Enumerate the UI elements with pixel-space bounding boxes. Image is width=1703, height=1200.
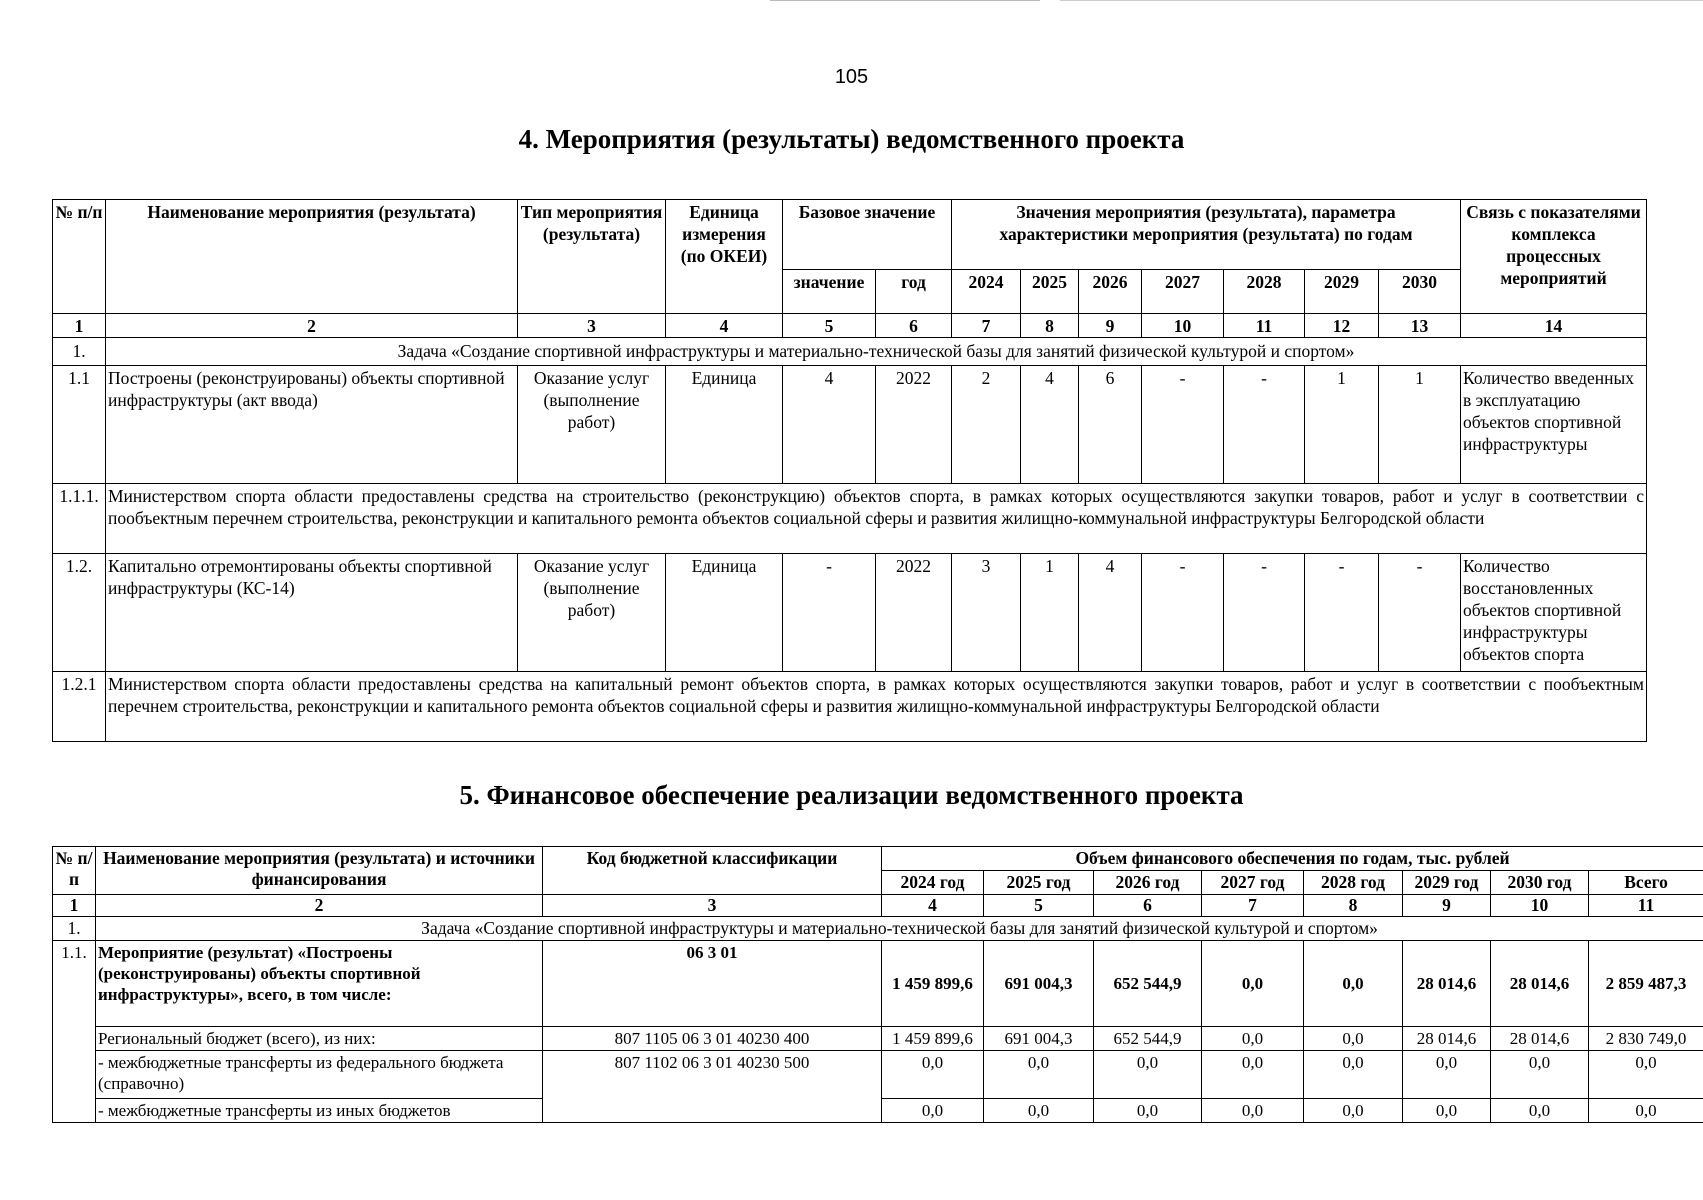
header-year: 2028 год: [1304, 871, 1403, 895]
column-number: 7: [1202, 895, 1304, 917]
table-row: [53, 366, 1647, 484]
column-number: 1: [53, 314, 106, 338]
note-num: 1.2.1: [53, 672, 106, 742]
row-base-year: 2022: [876, 366, 952, 484]
source-value: 0,0: [1094, 1099, 1202, 1123]
note-text: Министерством спорта области предоставлены средства на строительство (реконструкцию) объектов спорта, в рамках которых осуществляются закупки товаров, работ и услуг в соответствии с пообъектным перечнем строительства, реконструкции и капитального ремонта объектов социальной сферы и развития жилищно-коммунальной инфраструктуры Белгородской области: [106, 484, 1647, 554]
event-value: 0,0: [1304, 941, 1403, 1027]
source-value: 0,0: [1403, 1051, 1491, 1099]
source-value: 652 544,9: [1094, 1027, 1202, 1051]
row-unit: Единица: [666, 366, 783, 484]
event-name: Мероприятие (результат) «Построены (реконструированы) объекты спортивной инфраструктуры», всего, в том числе:: [96, 941, 543, 1027]
row-value: -: [1142, 366, 1224, 484]
source-name: - межбюджетные трансферты из иных бюджетов: [96, 1099, 543, 1123]
note-num: 1.1.1.: [53, 484, 106, 554]
source-value: 0,0: [882, 1099, 984, 1123]
source-value: 1 459 899,6: [882, 1027, 984, 1051]
column-number: 5: [984, 895, 1094, 917]
source-value: 28 014,6: [1491, 1027, 1589, 1051]
row-base-year: 2022: [876, 554, 952, 672]
source-code: 807 1102 06 3 01 40230 500: [543, 1051, 882, 1123]
source-row: [53, 1051, 1703, 1099]
column-number: 11: [1224, 314, 1305, 338]
task-text: Задача «Создание спортивной инфраструктуры и материально-технической базы для занятий физической культурой и спортом»: [106, 338, 1647, 366]
row-value: -: [1305, 554, 1379, 672]
header-year: 2027: [1142, 270, 1224, 314]
column-number: 6: [1094, 895, 1202, 917]
header-values: Значения мероприятия (результата), параметра характеристики мероприятия (результата) по годам: [952, 200, 1461, 270]
source-value: 0,0: [984, 1099, 1094, 1123]
event-value: 652 544,9: [1094, 941, 1202, 1027]
header-year: 2030: [1379, 270, 1461, 314]
column-number: 13: [1379, 314, 1461, 338]
header-year: 2024 год: [882, 871, 984, 895]
header-num: № п/п: [53, 847, 96, 895]
source-value: 691 004,3: [984, 1027, 1094, 1051]
row-value: -: [1224, 554, 1305, 672]
column-number: 2: [106, 314, 518, 338]
event-num: 1.1.: [53, 941, 96, 1123]
row-value: -: [1224, 366, 1305, 484]
header-name: Наименование мероприятия (результата) и источники финансирования: [96, 847, 543, 895]
scan-artifact: [1060, 0, 1703, 1]
event-value: 28 014,6: [1403, 941, 1491, 1027]
task-text: Задача «Создание спортивной инфраструктуры и материально-технической базы для занятий физической культурой и спортом»: [96, 917, 1703, 941]
source-code: 807 1105 06 3 01 40230 400: [543, 1027, 882, 1051]
source-value: 0,0: [882, 1051, 984, 1099]
column-number: 11: [1589, 895, 1703, 917]
source-value: 28 014,6: [1403, 1027, 1491, 1051]
source-value: 0,0: [1491, 1099, 1589, 1123]
column-number: 10: [1142, 314, 1224, 338]
column-number: 3: [543, 895, 882, 917]
row-link: Количество восстановленных объектов спортивной инфраструктуры объектов спорта: [1461, 554, 1647, 672]
event-total: 2 859 487,3: [1589, 941, 1703, 1027]
header-code: Код бюджетной классификации: [543, 847, 882, 895]
header-base: Базовое значение: [783, 200, 952, 270]
header-link: Связь с показателями комплекса процессных мероприятий: [1461, 200, 1647, 314]
header-year: 2028: [1224, 270, 1305, 314]
row-num: 1.1: [53, 366, 106, 484]
task-row: [53, 338, 1647, 366]
source-total: 0,0: [1589, 1099, 1703, 1123]
column-number: 5: [783, 314, 876, 338]
column-number: 3: [518, 314, 666, 338]
column-number: 8: [1021, 314, 1079, 338]
row-value: 1: [1379, 366, 1461, 484]
column-number: 1: [53, 895, 96, 917]
row-value: 1: [1305, 366, 1379, 484]
header-year: 2027 год: [1202, 871, 1304, 895]
column-numbers-row: [53, 895, 1703, 917]
source-value: 0,0: [1304, 1099, 1403, 1123]
event-value: 691 004,3: [984, 941, 1094, 1027]
source-value: 0,0: [1304, 1051, 1403, 1099]
event-row: [53, 941, 1703, 1027]
event-value: 1 459 899,6: [882, 941, 984, 1027]
header-year: 2025: [1021, 270, 1079, 314]
row-value: 6: [1079, 366, 1142, 484]
events-table: [52, 199, 1647, 742]
column-number: 2: [96, 895, 543, 917]
row-base-value: -: [783, 554, 876, 672]
row-name: Построены (реконструированы) объекты спортивной инфраструктуры (акт ввода): [106, 366, 518, 484]
row-name: Капитально отремонтированы объекты спортивной инфраструктуры (КС-14): [106, 554, 518, 672]
header-year: 2025 год: [984, 871, 1094, 895]
header-year: 2026: [1079, 270, 1142, 314]
header-year: 2029 год: [1403, 871, 1491, 895]
row-num: 1.2.: [53, 554, 106, 672]
header-volume: Объем финансового обеспечения по годам, тыс. рублей: [882, 847, 1703, 871]
header-year: 2024: [952, 270, 1021, 314]
section-4-title: 4. Мероприятия (результаты) ведомственного проекта: [518, 124, 1185, 154]
header-name: Наименование мероприятия (результата): [106, 200, 518, 314]
row-value: -: [1379, 554, 1461, 672]
row-type: Оказание услуг (выполнение работ): [518, 554, 666, 672]
column-number: 6: [876, 314, 952, 338]
header-year: 2030 год: [1491, 871, 1589, 895]
task-num: 1.: [53, 917, 96, 941]
row-value: 3: [952, 554, 1021, 672]
source-value: 0,0: [1202, 1051, 1304, 1099]
row-value: 4: [1079, 554, 1142, 672]
page-number: 105: [834, 66, 869, 88]
row-unit: Единица: [666, 554, 783, 672]
row-value: 2: [952, 366, 1021, 484]
header-year: 2026 год: [1094, 871, 1202, 895]
task-row: [53, 917, 1703, 941]
column-numbers-row: [53, 314, 1647, 338]
financing-table: [52, 846, 1703, 1123]
header-type: Тип мероприятия (результата): [518, 200, 666, 314]
source-total: 2 830 749,0: [1589, 1027, 1703, 1051]
table-row: [53, 554, 1647, 672]
note-row: [53, 484, 1647, 554]
header-unit: Единица измерения (по ОКЕИ): [666, 200, 783, 314]
scan-artifact: [770, 0, 1040, 1]
header-base-year: год: [876, 270, 952, 314]
source-name: Региональный бюджет (всего), из них:: [96, 1027, 543, 1051]
row-type: Оказание услуг (выполнение работ): [518, 366, 666, 484]
source-value: 0,0: [1202, 1099, 1304, 1123]
note-row: [53, 672, 1647, 742]
event-code: 06 3 01: [543, 941, 882, 1027]
row-value: 1: [1021, 554, 1079, 672]
source-value: 0,0: [1202, 1027, 1304, 1051]
column-number: 9: [1403, 895, 1491, 917]
source-value: 0,0: [984, 1051, 1094, 1099]
event-value: 28 014,6: [1491, 941, 1589, 1027]
row-value: -: [1142, 554, 1224, 672]
row-link: Количество введенных в эксплуатацию объектов спортивной инфраструктуры: [1461, 366, 1647, 484]
row-value: 4: [1021, 366, 1079, 484]
column-number: 8: [1304, 895, 1403, 917]
header-base-value: значение: [783, 270, 876, 314]
source-name: - межбюджетные трансферты из федерального бюджета (справочно): [96, 1051, 543, 1099]
column-number: 12: [1305, 314, 1379, 338]
column-number: 10: [1491, 895, 1589, 917]
source-total: 0,0: [1589, 1051, 1703, 1099]
row-base-value: 4: [783, 366, 876, 484]
section-5-title: 5. Финансовое обеспечение реализации ведомственного проекта: [459, 780, 1244, 810]
source-value: 0,0: [1094, 1051, 1202, 1099]
header-year: 2029: [1305, 270, 1379, 314]
header-num: № п/п: [53, 200, 106, 314]
column-number: 7: [952, 314, 1021, 338]
task-num: 1.: [53, 338, 106, 366]
column-number: 4: [666, 314, 783, 338]
column-number: 9: [1079, 314, 1142, 338]
header-total: Всего: [1589, 871, 1703, 895]
source-value: 0,0: [1403, 1099, 1491, 1123]
note-text: Министерством спорта области предоставлены средства на капитальный ремонт объектов спорта, в рамках которых осуществляются закупки товаров, работ и услуг в соответствии с пообъектным перечнем строительства, реконструкции и капитального ремонта объектов социальной сферы и развития жилищно-коммунальной инфраструктуры Белгородской области: [106, 672, 1647, 742]
source-row: [53, 1027, 1703, 1051]
column-number: 14: [1461, 314, 1647, 338]
source-value: 0,0: [1304, 1027, 1403, 1051]
event-value: 0,0: [1202, 941, 1304, 1027]
column-number: 4: [882, 895, 984, 917]
source-value: 0,0: [1491, 1051, 1589, 1099]
